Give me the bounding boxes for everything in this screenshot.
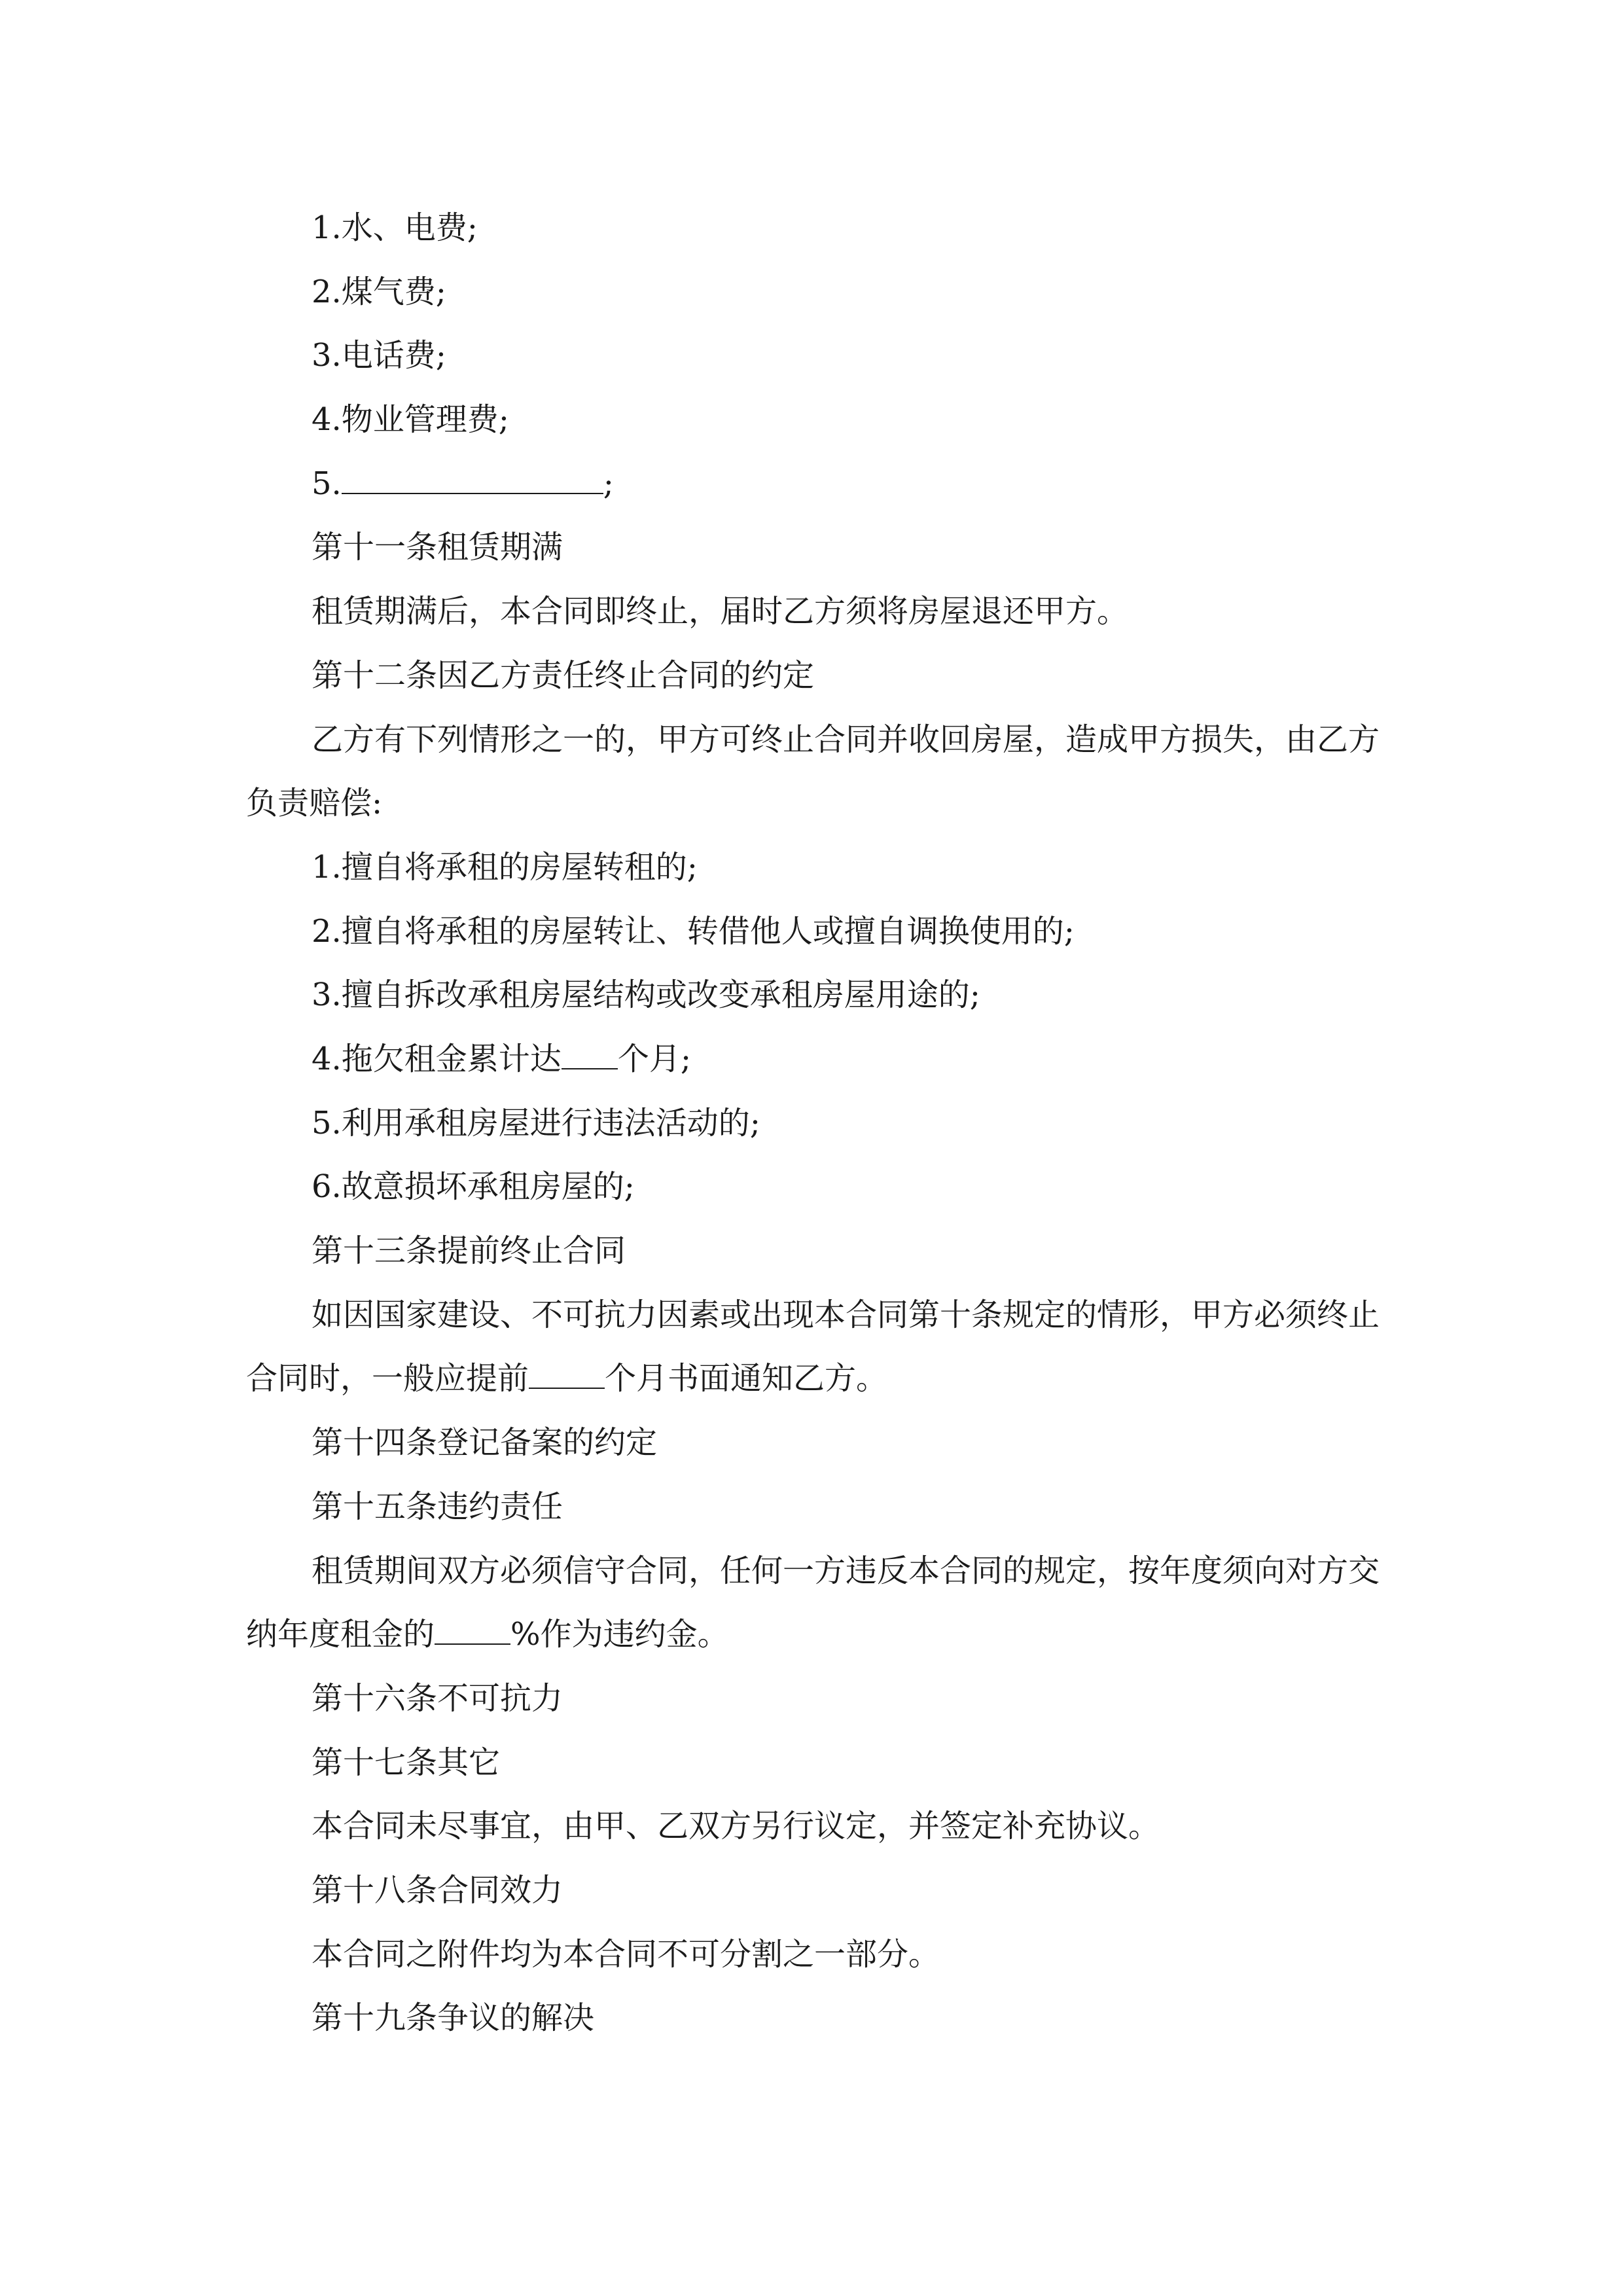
fee-item-water-electric: 1.水、电费; (312, 209, 478, 246)
article-12-body: 乙方有下列情形之一的，甲方可终止合同并收回房屋，造成甲方损失，由乙方负责赔偿: (246, 721, 1380, 822)
fee-item-property: 4.物业管理费; (312, 401, 509, 439)
article-12-item-1: 1.擅自将承租的房屋转租的; (312, 848, 698, 886)
article-12-title: 第十二条因乙方责任终止合同的约定 (312, 656, 815, 694)
article-12-item-4-prefix: 4.拖欠租金累计达 (312, 1040, 562, 1077)
penalty-percent-blank (435, 1616, 510, 1645)
article-18-title: 第十八条合同效力 (312, 1871, 563, 1909)
fee-item-gas: 2.煤气费; (312, 273, 446, 310)
fee-item-other-prefix: 5. (312, 465, 342, 502)
article-12-item-5: 5.利用承租房屋进行违法活动的; (312, 1104, 760, 1141)
months-arrears-blank (562, 1041, 618, 1069)
article-13-body (246, 1283, 1380, 1411)
article-19-title: 第十九条争议的解决 (312, 2000, 595, 2037)
article-17-title: 第十七条其它 (312, 1744, 501, 1781)
article-14-title: 第十四条登记备案的约定 (312, 1424, 658, 1462)
article-12-item-2: 2.擅自将承租的房屋转让、转借他人或擅自调换使用的; (312, 912, 1075, 950)
article-16-title: 第十六条不可抗力 (312, 1679, 563, 1717)
article-12-item-4-suffix: 个月; (617, 1040, 691, 1077)
article-15-title: 第十五条违约责任 (312, 1488, 563, 1525)
article-12-item-4 (246, 1028, 1380, 1092)
article-15-body-suffix: %作为违约金。 (510, 1616, 729, 1653)
article-18-body: 本合同之附件均为本合同不可分割之一部分。 (312, 1935, 940, 1973)
article-12-item-3: 3.擅自拆改承租房屋结构或改变承租房屋用途的; (312, 977, 980, 1014)
fee-item-other-blank (342, 465, 603, 494)
article-13-title: 第十三条提前终止合同 (312, 1232, 626, 1270)
article-13-body-prefix: 如因国家建设、不可抗力因素或出现本合同第十条规定的情形，甲方必须终止合同时，一般应提前 (246, 1296, 1380, 1397)
article-11-title: 第十一条租赁期满 (312, 529, 563, 566)
article-11-body: 租赁期满后，本合同即终止，届时乙方须将房屋退还甲方。 (312, 593, 1129, 630)
article-17-body: 本合同未尽事宜，由甲、乙双方另行议定，并签定补充协议。 (312, 1808, 1160, 1845)
article-13-body-suffix: 个月书面通知乙方。 (605, 1360, 888, 1397)
fee-item-other (246, 452, 1380, 516)
article-12-item-6: 6.故意损坏承租房屋的; (312, 1168, 635, 1206)
document-body (246, 196, 1380, 2051)
notice-months-blank (529, 1360, 605, 1389)
article-15-body-prefix: 租赁期间双方必须信守合同，任何一方违反本合同的规定，按年度须向对方交纳年度租金的 (246, 1552, 1380, 1653)
fee-item-phone: 3.电话费; (312, 337, 446, 374)
article-15-body (246, 1539, 1380, 1667)
fee-item-other-suffix: ; (603, 465, 614, 502)
